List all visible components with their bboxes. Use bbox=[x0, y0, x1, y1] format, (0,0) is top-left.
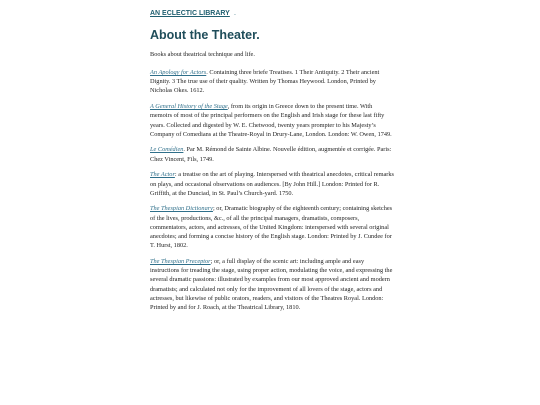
book-description: , from its origin in Greece down to the present time. With memoirs of most of the principal performers on the English and Irish stage for these last fifty years. Collected and digested by W. E. Chetwood, twenty years prompter to his Majesty’s Company of Comedians at the Theatre-Royal in Drury-Lane, London. London: W. Owen, 1749. bbox=[150, 103, 392, 138]
site-name-period: . bbox=[234, 10, 236, 17]
book-title-link[interactable]: A General History of the Stage bbox=[150, 103, 228, 111]
book-title-link[interactable]: The Thespian Dictionary bbox=[150, 205, 213, 213]
book-entry bbox=[150, 170, 394, 198]
book-list bbox=[150, 68, 394, 319]
book-description: ; or, Dramatic biography of the eighteenth century; containing sketches of the lives, productions, &c., of all the principal managers, dramatists, composers, commentators, actors, and actresses, of the United Kingdom: interspersed with several original anecdotes; and forming a concise history of the English stage. London: Printed by J. Cundee for T. Hurst, 1802. bbox=[150, 205, 393, 250]
book-entry bbox=[150, 68, 394, 96]
book-entry bbox=[150, 204, 394, 250]
book-entry bbox=[150, 102, 394, 139]
book-description: . Containing three briefe Treatises. 1 Their Antiquity. 2 Their ancient Dignity. 3 The true use of their quality. Written by Thomas Heywood. London, Printed by Nicholas Okes. 1612. bbox=[150, 69, 380, 95]
book-description: . Par M. Rémond de Sainte Albine. Nouvelle édition, augmentée et corrigée. Paris: Chez Vincent, Fils, 1749. bbox=[150, 146, 392, 163]
page-intro: Books about theatrical technique and life. bbox=[150, 51, 255, 58]
book-title-link[interactable]: The Actor bbox=[150, 171, 175, 179]
book-entry bbox=[150, 145, 394, 163]
site-home-link[interactable]: AN ECLECTIC LIBRARY bbox=[150, 10, 230, 17]
book-description: ; or, a full display of the scenic art: including ample and easy instructions for treading the stage, using proper action, modulating the voice, and expressing the several dramatic passions: illustrated by examples from our most approved ancient and modern dramatists; and calculated not only for the improvement of all lovers of the stage, actors and actresses, but likewise of public orators, readers, and visitors of the Theatres Royal. London: Printed by and for J. Roach, at the Theatrical Library, 1810. bbox=[150, 257, 393, 311]
book-title-link[interactable]: The Thespian Preceptor bbox=[150, 257, 211, 265]
book-title-link[interactable]: Le Comédien bbox=[150, 146, 184, 154]
book-entry bbox=[150, 257, 394, 312]
page-title: About the Theater. bbox=[150, 28, 260, 42]
book-description: : a treatise on the art of playing. Interspersed with theatrical anecdotes, critical remarks on plays, and occasional observations on audiences. [By John Hill.] London: Printed for R. Griffith, at the Dunciad, in St. Paul’s Church-yard. 1750. bbox=[150, 171, 394, 197]
book-title-link[interactable]: An Apology for Actors bbox=[150, 69, 207, 76]
